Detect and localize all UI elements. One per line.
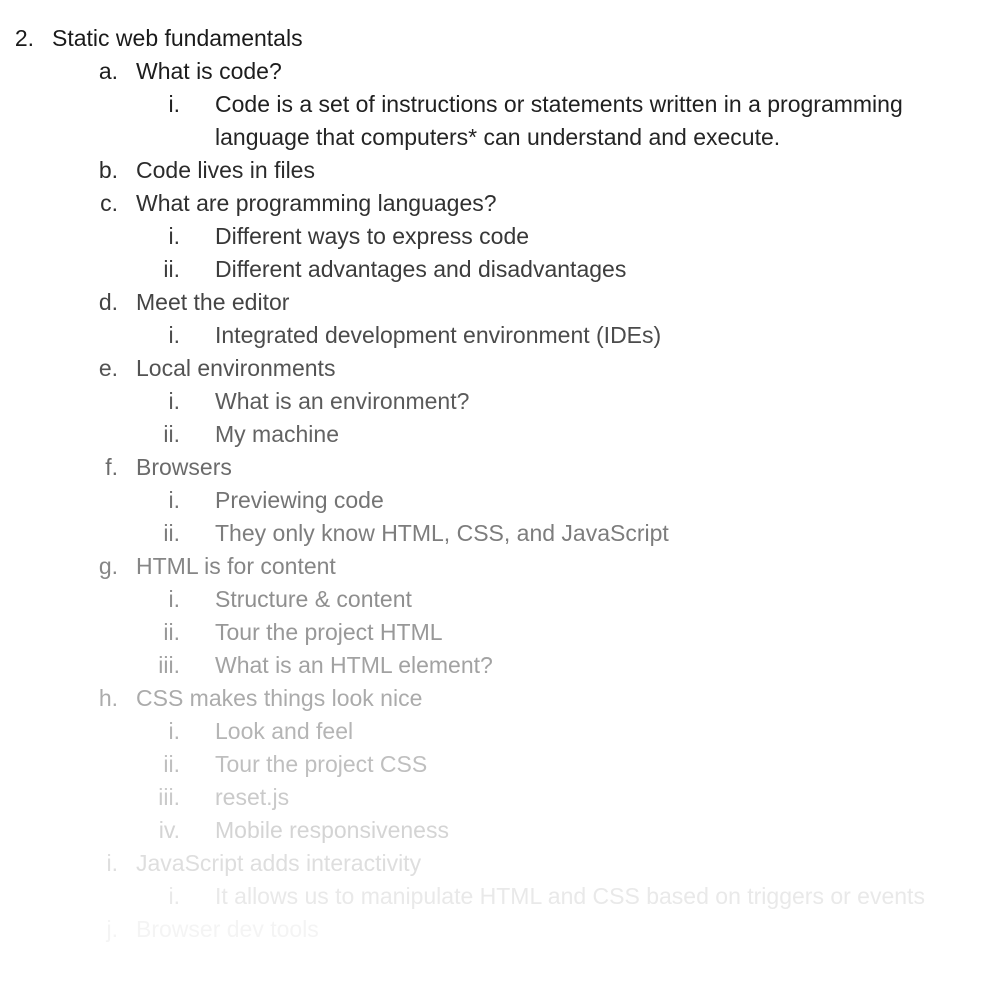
outline-item-marker: j. xyxy=(106,916,118,942)
outline-item-marker: ii. xyxy=(163,520,180,546)
outline-item-marker: a. xyxy=(98,58,118,84)
outline-item-marker: ii. xyxy=(163,751,180,777)
outline-item-text: Local environments xyxy=(136,355,336,381)
outline-item-marker: i. xyxy=(168,586,180,612)
outline-item xyxy=(0,385,1000,418)
outline-item xyxy=(0,319,1000,352)
outline-item-text: Different ways to express code xyxy=(215,223,530,249)
outline-item-marker: iii. xyxy=(158,784,180,810)
outline-item xyxy=(0,418,1000,451)
outline-item xyxy=(0,22,1000,55)
outline-item xyxy=(0,352,1000,385)
outline-item-text: reset.js xyxy=(215,784,290,810)
outline-item xyxy=(0,682,1000,715)
outline-item-marker: iii. xyxy=(158,652,180,678)
outline-item-text: Meet the editor xyxy=(136,289,290,315)
outline-item-marker: h. xyxy=(98,685,118,711)
outline-item-text: Look and feel xyxy=(215,718,354,744)
outline-item-marker: b. xyxy=(98,157,118,183)
outline-item-text: Browser dev tools xyxy=(136,916,319,942)
outline-item-marker: ii. xyxy=(163,421,180,447)
outline-item xyxy=(0,847,1000,880)
outline-item-text: What is an environment? xyxy=(215,388,470,414)
outline-item-text: What is an HTML element? xyxy=(215,652,493,678)
outline-item xyxy=(0,154,1000,187)
outline-item-text: HTML is for content xyxy=(136,553,336,579)
outline-item-text: They only know HTML, CSS, and JavaScript xyxy=(215,520,669,546)
outline-item-text: Mobile responsiveness xyxy=(215,817,449,843)
outline-item-text: Browsers xyxy=(136,454,232,480)
outline-item-marker: i. xyxy=(168,91,180,117)
outline-item xyxy=(0,88,1000,121)
outline-item-text: It allows us to manipulate HTML and CSS based on triggers or events xyxy=(215,883,925,909)
outline-item-text: CSS makes things look nice xyxy=(136,685,423,711)
outline-item-text: What is code? xyxy=(136,58,282,84)
outline-item-marker: i. xyxy=(168,718,180,744)
outline-item xyxy=(0,121,1000,154)
outline-item-text: language that computers* can understand and execute. xyxy=(215,124,781,150)
outline-item-marker: f. xyxy=(105,454,118,480)
outline-item xyxy=(0,913,1000,946)
outline-item-text: What are programming languages? xyxy=(136,190,497,216)
outline-item-marker: i. xyxy=(168,322,180,348)
outline-item xyxy=(0,187,1000,220)
outline-item xyxy=(0,220,1000,253)
outline-item xyxy=(0,814,1000,847)
outline-item xyxy=(0,748,1000,781)
outline-item xyxy=(0,715,1000,748)
outline-item-text: Code is a set of instructions or statements written in a programming xyxy=(215,91,903,117)
outline-item-text: Static web fundamentals xyxy=(52,25,303,51)
outline-item xyxy=(0,517,1000,550)
outline-item xyxy=(0,880,1000,913)
outline-item-marker: iv. xyxy=(158,817,180,843)
outline-item-marker: i. xyxy=(168,388,180,414)
outline-item xyxy=(0,616,1000,649)
outline-item-text: Integrated development environment (IDEs) xyxy=(215,322,662,348)
outline-item xyxy=(0,451,1000,484)
outline-item-text: My machine xyxy=(215,421,339,447)
outline-item-text: JavaScript adds interactivity xyxy=(136,850,422,876)
outline-item-text: Tour the project CSS xyxy=(215,751,428,777)
outline-item-marker: i. xyxy=(168,883,180,909)
outline-item-marker: i. xyxy=(168,487,180,513)
outline-item xyxy=(0,286,1000,319)
outline-item xyxy=(0,484,1000,517)
outline-item-text: Previewing code xyxy=(215,487,384,513)
outline-item-text: Tour the project HTML xyxy=(215,619,443,645)
outline-item xyxy=(0,649,1000,682)
outline-item-marker: c. xyxy=(100,190,118,216)
outline-item-marker: e. xyxy=(98,355,118,381)
outline-item-text: Structure & content xyxy=(215,586,412,612)
outline-item-marker: ii. xyxy=(163,619,180,645)
outline-item xyxy=(0,583,1000,616)
outline-item-text: Code lives in files xyxy=(136,157,315,183)
outline-item-marker: ii. xyxy=(163,256,180,282)
outline-item-marker: i. xyxy=(168,223,180,249)
outline-item-marker: i. xyxy=(106,850,118,876)
outline-item xyxy=(0,253,1000,286)
outline-item xyxy=(0,55,1000,88)
outline-item-marker: d. xyxy=(98,289,118,315)
outline-item xyxy=(0,550,1000,583)
outline-item-marker: g. xyxy=(98,553,118,579)
outline-item-text: Different advantages and disadvantages xyxy=(215,256,627,282)
outline-item-marker: 2. xyxy=(14,25,34,51)
outline-item xyxy=(0,781,1000,814)
